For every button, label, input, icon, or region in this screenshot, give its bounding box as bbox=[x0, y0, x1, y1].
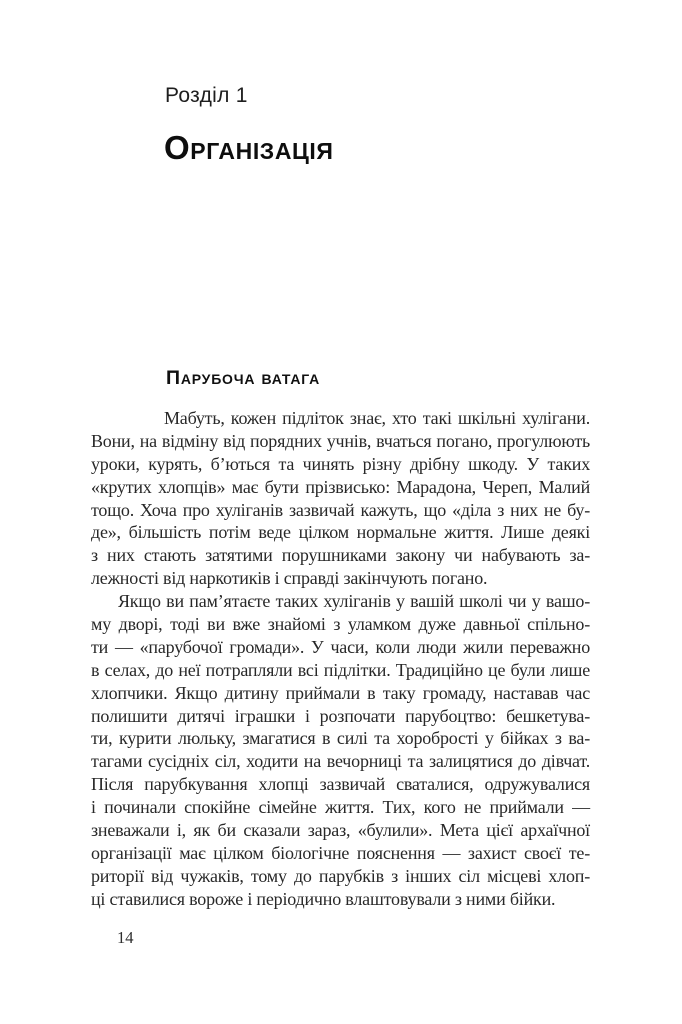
text-line: Якщо ви пам’ятаєте таких хуліганів у вашій школі чи у вашо- bbox=[118, 591, 590, 612]
text-line: риторії від чужаків, тому до парубків з інших сіл місцеві хлоп- bbox=[91, 865, 590, 886]
text-line: тагами сусідніх сіл, ходити на вечорниці та залицятися до дівчат. bbox=[91, 751, 590, 772]
text-line: лежності від наркотиків і справді закінчують погано. bbox=[91, 568, 488, 589]
page-number: 14 bbox=[117, 928, 134, 947]
text-line: де», більшість потім веде цілком нормальне життя. Лише деякі bbox=[91, 522, 590, 543]
text-line: уроки, курять, б’ються та чинять різну дрібну шкоду. У таких bbox=[91, 453, 590, 474]
text-line: Після парубкування хлопці зазвичай сваталися, одружувалися bbox=[91, 774, 590, 795]
text-line: Вони, на відміну від порядних учнів, вчаться погано, прогулюють bbox=[91, 430, 590, 451]
chapter-label: Розділ 1 bbox=[165, 84, 248, 107]
text-line: Мабуть, кожен підліток знає, хто такі шкільні хулігани. bbox=[164, 408, 590, 428]
text-line: в селах, до неї потрапляли всі підлітки. Традиційно це були лише bbox=[91, 659, 590, 680]
text-line: зневажали і, як би сказали зараз, «булили». Мета цієї архаїчної bbox=[91, 820, 590, 841]
body-text bbox=[91, 407, 590, 911]
text-line: ці ставилися вороже і періодично влаштовували з ними бійки. bbox=[91, 888, 556, 909]
text-line: з них стають затятими порушниками закону чи набувають за- bbox=[91, 545, 590, 566]
text-line: організації має цілком біологічне пояснення — захист своєї те- bbox=[91, 842, 590, 863]
text-line: му дворі, тоді ви вже знайомі з уламком дуже давньої спільно- bbox=[91, 614, 590, 635]
chapter-title: Організація bbox=[164, 129, 334, 166]
text-line: хлопчики. Якщо дитину приймали в таку громаду, наставав час bbox=[91, 682, 590, 703]
text-line: ти — «парубочої громади». У часи, коли люди жили переважно bbox=[91, 636, 590, 657]
text-line: полишити дитячі іграшки і розпочати парубоцтво: бешкетува- bbox=[91, 705, 590, 726]
text-line: і починали спокійне сімейне життя. Тих, кого не приймали — bbox=[91, 797, 590, 818]
text-line: «крутих хлопців» має бути прізвисько: Марадона, Череп, Малий bbox=[91, 476, 590, 497]
text-line: ти, курити люльку, змагатися в силі та хоробрості у бійках з ва- bbox=[91, 728, 590, 749]
section-heading: Парубоча ватага bbox=[166, 367, 321, 389]
text-line: тощо. Хоча про хуліганів зазвичай кажуть, що «діла з них не бу- bbox=[91, 499, 590, 520]
